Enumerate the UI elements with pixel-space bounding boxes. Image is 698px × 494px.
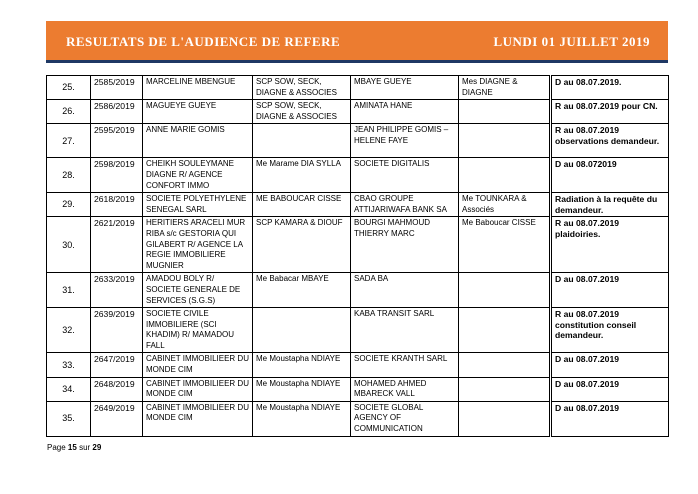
of-word: sur [79,443,91,452]
defendant-counsel-cell: Me Baboucar CISSE [459,217,551,273]
defendant-counsel-cell [459,158,551,193]
case-reference: 2649/2019 [91,401,143,436]
row-number: 28. [47,158,91,193]
defendant-counsel-cell [459,124,551,158]
plaintiff-cell: CHEIKH SOULEYMANE DIAGNE R/ AGENCE CONFORT IMMO [143,158,253,193]
plaintiff-counsel-cell: SCP KAMARA & DIOUF [253,217,351,273]
row-number: 25. [47,76,91,100]
defendant-counsel-cell: Mes DIAGNE & DIAGNE [459,76,551,100]
page-word: Page [47,443,66,452]
defendant-cell: CBAO GROUPE ATTIJARIWAFA BANK SA [351,193,459,217]
row-number: 26. [47,100,91,124]
defendant-cell: MBAYE GUEYE [351,76,459,100]
plaintiff-counsel-cell: Me Moustapha NDIAYE [253,401,351,436]
plaintiff-cell: AMADOU BOLY R/ SOCIETE GENERALE DE SERVICES (S.G.S) [143,273,253,308]
plaintiff-counsel-cell: SCP SOW, SECK, DIAGNE & ASSOCIES [253,100,351,124]
plaintiff-counsel-cell: SCP SOW, SECK, DIAGNE & ASSOCIES [253,76,351,100]
defendant-counsel-cell [459,377,551,401]
result-cell: R au 08.07.2019 pour CN. [551,100,669,124]
defendant-cell: SOCIETE KRANTH SARL [351,353,459,377]
row-number: 29. [47,193,91,217]
plaintiff-counsel-cell [253,308,351,353]
defendant-counsel-cell [459,308,551,353]
plaintiff-cell: MARCELINE MBENGUE [143,76,253,100]
row-number: 30. [47,217,91,273]
table-row [47,76,669,100]
plaintiff-counsel-cell [253,124,351,158]
page-total: 29 [92,443,102,452]
result-cell: D au 08.07.2019 [551,273,669,308]
defendant-cell: SOCIETE DIGITALIS [351,158,459,193]
plaintiff-counsel-cell: ME BABOUCAR CISSE [253,193,351,217]
table-row [47,217,669,273]
row-number: 34. [47,377,91,401]
plaintiff-cell: CABINET IMMOBILIEER DU MONDE CIM [143,377,253,401]
case-reference: 2618/2019 [91,193,143,217]
row-number: 27. [47,124,91,158]
result-cell: D au 08.07.2019 [551,377,669,401]
case-reference: 2639/2019 [91,308,143,353]
plaintiff-cell: MAGUEYE GUEYE [143,100,253,124]
result-cell: D au 08.07.2019 [551,353,669,377]
defendant-counsel-cell [459,353,551,377]
defendant-cell: AMINATA HANE [351,100,459,124]
table-row [47,100,669,124]
page-footer [47,443,101,452]
result-cell: Radiation à la requête du demandeur. [551,193,669,217]
case-reference: 2647/2019 [91,353,143,377]
result-cell: D au 08.07.2019 [551,401,669,436]
result-cell: R au 08.07.2019 plaidoiries. [551,217,669,273]
page-title: RESULTATS DE L'AUDIENCE DE REFERE [66,34,341,49]
plaintiff-counsel-cell: Me Babacar MBAYE [253,273,351,308]
defendant-cell: SOCIETE GLOBAL AGENCY OF COMMUNICATION [351,401,459,436]
result-cell: D au 08.072019 [551,158,669,193]
plaintiff-counsel-cell: Me Moustapha NDIAYE [253,377,351,401]
defendant-cell: MOHAMED AHMED MBARECK VALL [351,377,459,401]
plaintiff-cell: CABINET IMMOBILIEER DU MONDE CIM [143,353,253,377]
hearing-date: LUNDI 01 JUILLET 2019 [493,34,650,49]
result-cell: D au 08.07.2019. [551,76,669,100]
plaintiff-cell: SOCIETE POLYETHYLENE SENEGAL SARL [143,193,253,217]
row-number: 33. [47,353,91,377]
defendant-cell: SADA BA [351,273,459,308]
case-reference: 2598/2019 [91,158,143,193]
plaintiff-counsel-cell: Me Moustapha NDIAYE [253,353,351,377]
result-cell: R au 08.07.2019 observations demandeur. [551,124,669,158]
defendant-counsel-cell [459,273,551,308]
defendant-cell: JEAN PHILIPPE GOMIS – HELENE FAYE [351,124,459,158]
defendant-cell: BOURGI MAHMOUD THIERRY MARC [351,217,459,273]
row-number: 35. [47,401,91,436]
result-cell: R au 08.07.2019 constitution conseil demandeur. [551,308,669,353]
defendant-counsel-cell [459,401,551,436]
table-row [47,308,669,353]
row-number: 32. [47,308,91,353]
plaintiff-cell: HERITIERS ARACELI MUR RIBA s/c GESTORIA QUI GILABERT R/ AGENCE LA REGIE IMMOBILIERE MUGNIER [143,217,253,273]
page-number: 15 [67,443,77,452]
table-row [47,124,669,158]
plaintiff-counsel-cell: Me Marame DIA SYLLA [253,158,351,193]
row-number: 31. [47,273,91,308]
table-row [47,193,669,217]
defendant-counsel-cell: Me TOUNKARA & Associés [459,193,551,217]
table-row [47,353,669,377]
case-reference: 2586/2019 [91,100,143,124]
case-reference: 2621/2019 [91,217,143,273]
plaintiff-cell: CABINET IMMOBILIEER DU MONDE CIM [143,401,253,436]
case-reference: 2633/2019 [91,273,143,308]
plaintiff-cell: ANNE MARIE GOMIS [143,124,253,158]
case-reference: 2595/2019 [91,124,143,158]
table-row [47,377,669,401]
table-row [47,158,669,193]
defendant-counsel-cell [459,100,551,124]
case-reference: 2648/2019 [91,377,143,401]
table-row [47,273,669,308]
table-row [47,401,669,436]
header-banner [46,21,668,63]
results-table [46,75,669,437]
plaintiff-cell: SOCIETE CIVILE IMMOBILIERE (SCI KHADIM) R/ MAMADOU FALL [143,308,253,353]
defendant-cell: KABA TRANSIT SARL [351,308,459,353]
case-reference: 2585/2019 [91,76,143,100]
